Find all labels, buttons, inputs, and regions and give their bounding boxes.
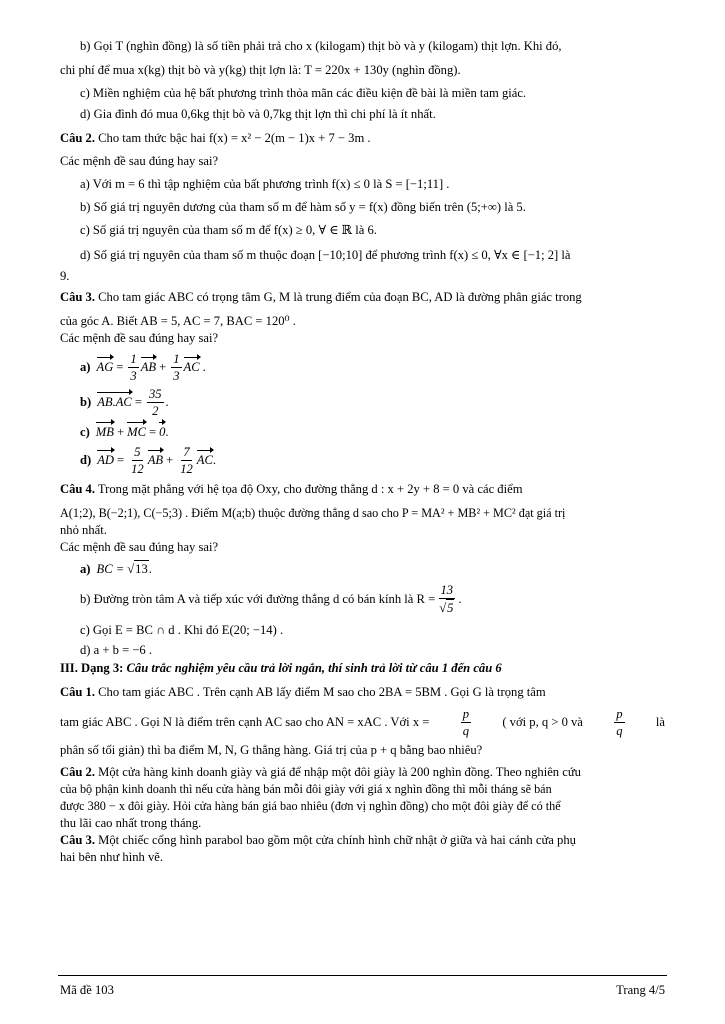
q3-a-frac2-num: 1 <box>173 352 180 366</box>
q3-d-frac2 <box>178 444 195 477</box>
q4-a-label: a) <box>80 561 91 576</box>
q3-c-vector-mc: MC <box>127 425 146 439</box>
q3-d-vector-ac: AC <box>196 453 213 467</box>
q2-stem-text: Cho tam thức bậc hai f(x) = x² − 2(m − 1)x + 7 − 3m . <box>98 131 371 145</box>
q2-stem <box>60 130 665 147</box>
q3-heading: Câu 3. <box>60 290 95 304</box>
s3q1-text2b: ( với p, q > 0 và <box>502 715 583 729</box>
q4-a-sqrt-sign: √ <box>127 561 135 576</box>
section3-heading <box>60 660 665 677</box>
q4-stem-line3: nhỏ nhất. <box>60 523 107 537</box>
q3-a-frac1 <box>128 351 138 384</box>
q4-a-end: . <box>148 561 152 576</box>
q3-b-label: b) <box>80 395 92 409</box>
q3-stem-line1 <box>60 289 665 306</box>
q3-c-vector-mb: MB <box>95 425 114 439</box>
q3-d-frac2-den: 12 <box>180 462 193 476</box>
q3-b-frac-num: 35 <box>148 387 162 401</box>
s3q1-text2c: là <box>655 715 665 729</box>
s3q1-frac-pq <box>614 706 624 739</box>
q3-a-label: a) <box>80 360 91 374</box>
q4-item-c: c) Gọi E = BC ∩ d . Khi đó E(20; −14) . <box>80 623 284 637</box>
q3-a-end: . <box>202 360 206 374</box>
q3-item-b <box>60 386 665 419</box>
q3-d-eq: = <box>117 453 125 467</box>
q4-item-d: d) a + b = −6 . <box>80 643 153 657</box>
s3q2-text1: Một cửa hàng kinh doanh giày và giá để nhập một đôi giày là 200 nghìn đồng. Theo nghiên cứu <box>98 765 581 779</box>
s3q2-line1 <box>60 764 665 781</box>
q3-a-frac2-den: 3 <box>173 369 180 383</box>
q3-a-vector-ac: AC <box>183 360 200 374</box>
s3q3-line1 <box>60 832 665 849</box>
q3-a-plus: + <box>159 360 167 374</box>
q3-item-d <box>60 444 665 477</box>
q3-d-frac2-num: 7 <box>183 445 190 459</box>
q3-a-vector-ab: AB <box>140 360 157 374</box>
q3-a-frac2 <box>171 351 181 384</box>
s3q1-line3: phân số tối giản) thì ba điểm M, N, G thẳng hàng. Giá trị của p + q bằng bao nhiêu? <box>60 743 483 757</box>
exam-code: Mã đề 103 <box>60 983 114 997</box>
q2-item-d-line1: d) Số giá trị nguyên của tham số m thuộc đoạn [−10;10] để phương trình f(x) ≤ 0, ∀x ∈ [−1; 2] là <box>80 248 571 262</box>
q1-item-c: c) Miền nghiệm của hệ bất phương trình thỏa mãn các điều kiện đề bài là miền tam giác. <box>80 86 527 100</box>
q4-item-b <box>60 582 665 616</box>
s3q3-heading: Câu 3. <box>60 833 95 847</box>
q3-a-frac1-den: 3 <box>130 369 137 383</box>
s3q2-line4: thu lãi cao nhất trong tháng. <box>60 816 202 830</box>
q1-item-b-line2: chi phí để mua x(kg) thịt bò và y(kg) thịt lợn là: T = 220x + 130y (nghìn đồng). <box>60 63 461 77</box>
q4-b-radicand: 5 <box>447 601 454 615</box>
s3q2-line3: được 380 − x đôi giày. Hỏi cửa hàng bán giá bao nhiêu (đơn vị nghìn đồng) cho một đôi giày để có thể <box>60 799 561 813</box>
s3q2-line2: của bộ phận kinh doanh thì nếu cửa hàng bán mỗi đôi giày với giá x nghìn đồng thì mỗi tháng sẽ bán <box>60 782 552 796</box>
footer-divider <box>58 975 667 976</box>
q3-c-zero-vector: 0 <box>159 425 166 439</box>
q4-ask: Các mệnh đề sau đúng hay sai? <box>60 540 219 554</box>
q1-item-d: d) Gia đình đó mua 0,6kg thịt bò và 0,7kg thịt lợn thì chi phí là ít nhất. <box>80 107 436 121</box>
q4-b-frac-num: 13 <box>440 583 454 597</box>
q4-heading: Câu 4. <box>60 482 95 496</box>
s3q1-heading: Câu 1. <box>60 685 95 699</box>
page-footer <box>60 982 665 999</box>
q3-item-c <box>60 424 665 441</box>
s3q1-line1 <box>60 684 665 701</box>
q3-b-frac-den: 2 <box>152 404 159 418</box>
q3-d-frac1-num: 5 <box>134 445 141 459</box>
s3q1-line2 <box>60 706 665 739</box>
q3-c-plus: + <box>116 425 125 439</box>
q4-stem-line1 <box>60 481 665 498</box>
page-content <box>60 38 665 866</box>
q3-d-frac1 <box>129 444 146 477</box>
q3-d-frac1-den: 12 <box>131 462 144 476</box>
s3q3-text1: Một chiếc cổng hình parabol bao gồm một cửa chính hình chữ nhật ở giữa và hai cánh cửa phụ <box>98 833 576 847</box>
q4-b-frac <box>437 582 456 616</box>
page-number: Trang 4/5 <box>616 983 665 997</box>
q4-a-text: BC = <box>96 561 125 576</box>
s3q1-frac-x-num: p <box>462 707 469 721</box>
q3-a-frac1-num: 1 <box>130 352 137 366</box>
q2-item-c: c) Số giá trị nguyên của tham số m để f(x) ≥ 0, ∀ ∈ ℝ là 6. <box>80 223 377 237</box>
q3-b-end: . <box>165 395 169 409</box>
q3-a-vector-ag: AG <box>96 360 114 374</box>
section3-label: III. Dạng 3: <box>60 661 124 675</box>
q3-stem-text: Cho tam giác ABC có trọng tâm G, M là trung điểm của đoạn BC, AD là đường phân giác trong <box>98 290 582 304</box>
section3-title: Câu trắc nghiệm yêu cầu trả lời ngắn, thí sinh trả lời từ câu 1 đến câu 6 <box>126 661 502 675</box>
q3-d-end: . <box>212 453 217 467</box>
q3-d-label: d) <box>80 453 92 467</box>
q4-b-frac-den: √5 <box>439 601 454 615</box>
q3-d-plus: + <box>166 453 174 467</box>
q4-a-radicand: 13 <box>135 562 148 576</box>
s3q2-heading: Câu 2. <box>60 765 95 779</box>
q2-ask: Các mệnh đề sau đúng hay sai? <box>60 154 219 168</box>
q2-item-a: a) Với m = 6 thì tập nghiệm của bất phương trình f(x) ≤ 0 là S = [−1;11] . <box>80 177 450 191</box>
q3-c-end: . <box>165 425 169 439</box>
q1-item-b-line1: b) Gọi T (nghìn đồng) là số tiền phải trả cho x (kilogam) thịt bò và y (kilogam) thịt lợn. Khi đó, <box>80 39 562 53</box>
q4-stem-text: Trong mặt phẳng với hệ tọa độ Oxy, cho đường thẳng d : x + 2y + 8 = 0 và các điểm <box>97 482 523 496</box>
q3-b-eq: = <box>134 395 142 409</box>
q4-b-text: b) Đường tròn tâm A và tiếp xúc với đường thẳng d có bán kính là R = <box>80 591 436 606</box>
s3q1-frac-x-den: q <box>462 724 469 738</box>
s3q1-frac-x <box>461 706 471 739</box>
q2-item-b: b) Số giá trị nguyên dương của tham số m để hàm số y = f(x) đồng biến trên (5;+∞) là 5. <box>80 200 526 214</box>
s3q1-frac-pq-num: p <box>616 707 623 721</box>
q2-item-d-line2: 9. <box>60 269 70 283</box>
q3-c-label: c) <box>80 425 90 439</box>
q2-heading: Câu 2. <box>60 131 95 145</box>
q4-stem-line2: A(1;2), B(−2;1), C(−5;3) . Điểm M(a;b) thuộc đường thẳng d sao cho P = MA² + MB² + MC² đạt giá trị <box>60 506 566 520</box>
q3-c-eq: = <box>148 425 157 439</box>
s3q3-line2: hai bên như hình vẽ. <box>60 850 164 864</box>
s3q1-text2a: tam giác ABC . Gọi N là điểm trên cạnh AC sao cho AN = xAC . Với x = <box>60 715 430 729</box>
q3-ask: Các mệnh đề sau đúng hay sai? <box>60 331 219 345</box>
q4-item-a <box>60 560 665 578</box>
q3-b-frac <box>147 386 164 419</box>
q3-d-vector-ad: AD <box>97 453 114 467</box>
q4-b-end: . <box>458 591 462 606</box>
q3-b-dot-product: AB.AC <box>97 395 132 409</box>
q3-stem-line2: của góc A. Biết AB = 5, AC = 7, BAC = 120⁰ . <box>60 314 296 328</box>
q3-a-eq: = <box>116 360 124 374</box>
s3q1-frac-pq-den: q <box>616 724 623 738</box>
q3-d-vector-ab: AB <box>147 453 164 467</box>
q3-item-a <box>60 351 665 384</box>
s3q1-text1: Cho tam giác ABC . Trên cạnh AB lấy điểm M sao cho 2BA = 5BM . Gọi G là trọng tâm <box>98 685 546 699</box>
